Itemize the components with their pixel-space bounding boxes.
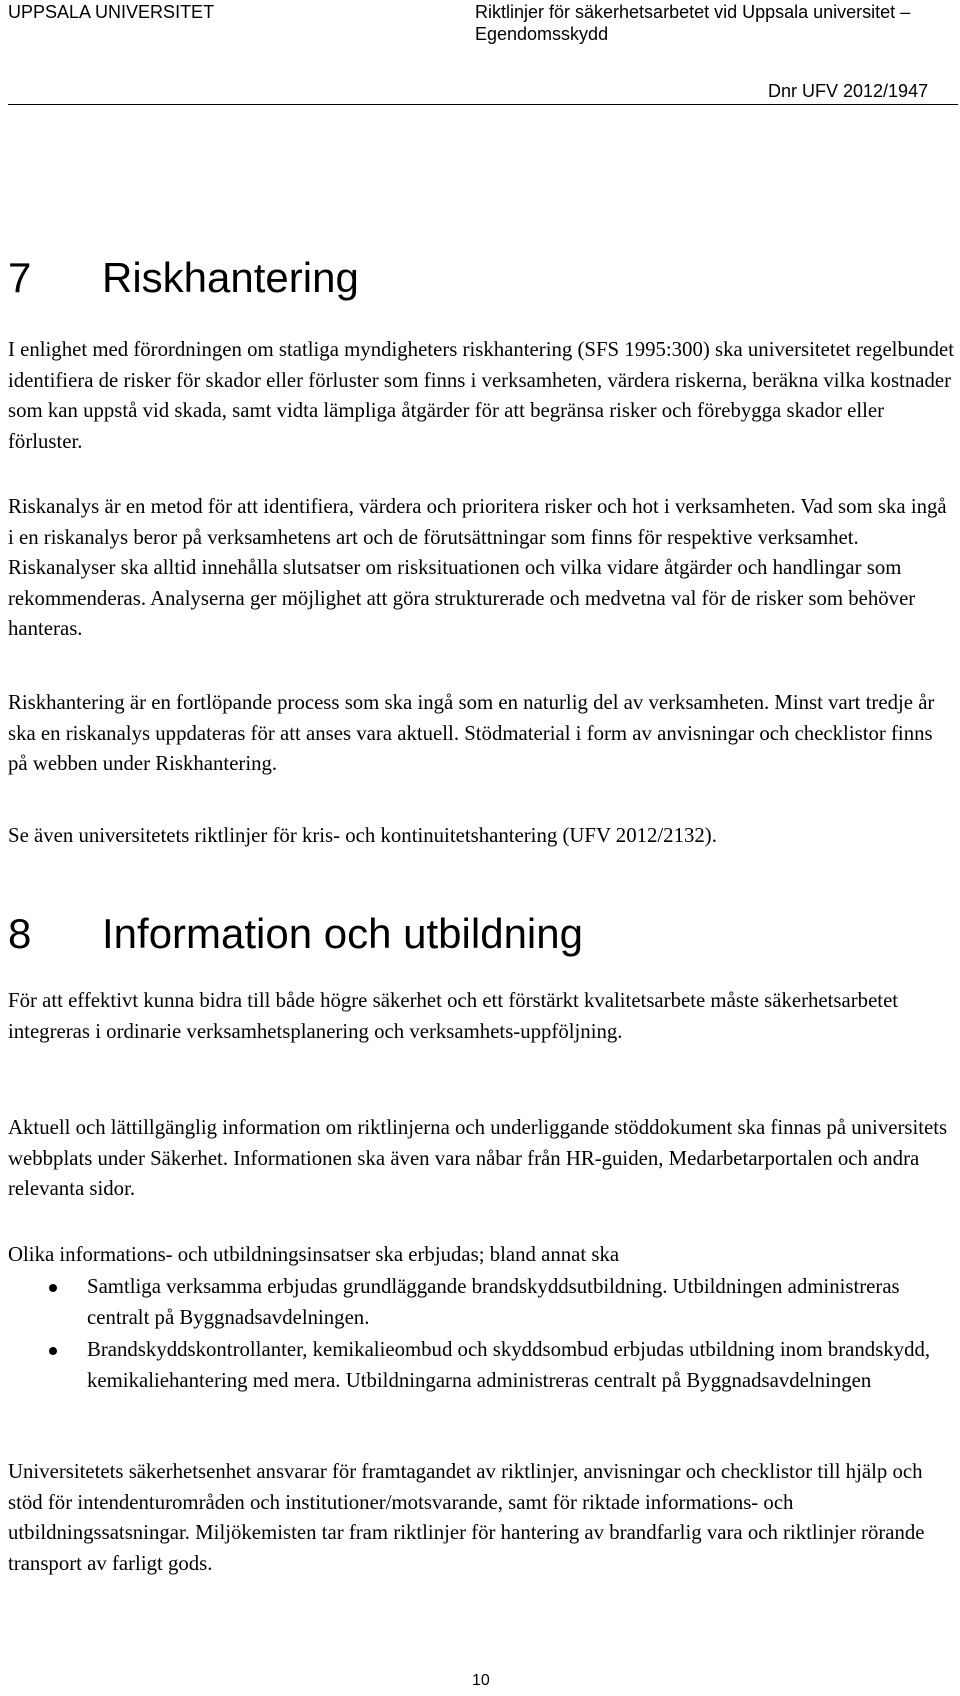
section-8-title: Information och utbildning [102, 910, 583, 957]
list-item [8, 1335, 956, 1396]
bullet-icon [49, 1347, 57, 1355]
section-8-heading [8, 910, 583, 958]
page-number: 10 [472, 1672, 490, 1689]
section-8-paragraph-2: Aktuell och lättillgänglig information om riktlinjerna och underliggande stöddokument ska finnas på universitets webbplats under Säkerhet. Informationen ska även vara nåbar från HR-guiden, Medarbetarportalen och andra relevanta sidor. [8, 1116, 948, 1200]
header-divider [8, 104, 958, 105]
header-organization: UPPSALA UNIVERSITET [8, 2, 215, 22]
list-item [8, 1272, 956, 1333]
section-8-paragraph-1: För att effektivt kunna bidra till både högre säkerhet och ett förstärkt kvalitetsarbete måste säkerhetsarbetet integreras i ordinarie verksamhetsplanering och verksamhets-uppföljning. [8, 989, 899, 1043]
section-8-closing-paragraph: Universitetets säkerhetsenhet ansvarar för framtagandet av riktlinjer, anvisningar och checklistor till hjälp och stöd för intendenturområden och institutioner/motsvarande, samt för riktade informations- och utbildningssatsningar. Miljökemisten tar fram riktlinjer för hantering av brandfarlig vara och riktlinjer rörande transport av farligt gods. [8, 1460, 925, 1575]
bullet-icon [49, 1284, 57, 1292]
section-7-paragraph-3: Riskhantering är en fortlöpande process som ska ingå som en naturlig del av verksamheten. Minst vart tredje år ska en riskanalys uppdateras för att anses vara aktuell. Stödmaterial i form av anvisningar och checklistor finns på webben under Riskhantering. [8, 691, 935, 775]
section-8-number: 8 [8, 910, 32, 957]
header-reference-number: Dnr UFV 2012/1947 [768, 81, 929, 101]
section-7-paragraph-2: Riskanalys är en metod för att identifiera, värdera och prioritera risker och hot i verksamheten. Vad som ska ingå i en riskanalys beror på verksamhetens art och de förutsättningar som finns för respektive verksamhet. Riskanalyser ska alltid innehålla slutsatser om risksituationen och vilka vidare åtgärder och handlingar som rekommenderas. Analyserna ger möjlighet att göra strukturerade och medvetna val för de risker som behöver hanteras. [8, 495, 947, 640]
section-7-paragraph-4: Se även universitetets riktlinjer för kris- och kontinuitetshantering (UFV 2012/2132). [8, 824, 717, 847]
section-8-paragraph-3: Olika informations- och utbildningsinsatser ska erbjudas; bland annat ska [8, 1243, 620, 1266]
list-item-text: Brandskyddskontrollanter, kemikalieombud och skyddsombud erbjudas utbildning inom brandskydd, kemikaliehantering med mera. Utbildningarna administreras centralt på Byggnadsavdelningen [87, 1338, 931, 1392]
section-7-heading [8, 254, 359, 302]
header-document-title: Riktlinjer för säkerhetsarbetet vid Uppsala universitet – Egendomsskydd [475, 2, 911, 44]
list-item-text: Samtliga verksamma erbjudas grundläggande brandskyddsutbildning. Utbildningen administreras centralt på Byggnadsavdelningen. [87, 1275, 900, 1329]
training-bullet-list [8, 1272, 956, 1398]
section-7-paragraph-1: I enlighet med förordningen om statliga myndigheters riskhantering (SFS 1995:300) ska universitetet regelbundet identifiera de risker för skador eller förluster som finns i verksamheten, värdera riskerna, beräkna vilka kostnader som kan uppstå vid skada, samt vidta lämpliga åtgärder för att begränsa risker och förebygga skador eller förluster. [8, 338, 955, 453]
section-7-number: 7 [8, 254, 32, 301]
section-7-title: Riskhantering [102, 254, 359, 301]
